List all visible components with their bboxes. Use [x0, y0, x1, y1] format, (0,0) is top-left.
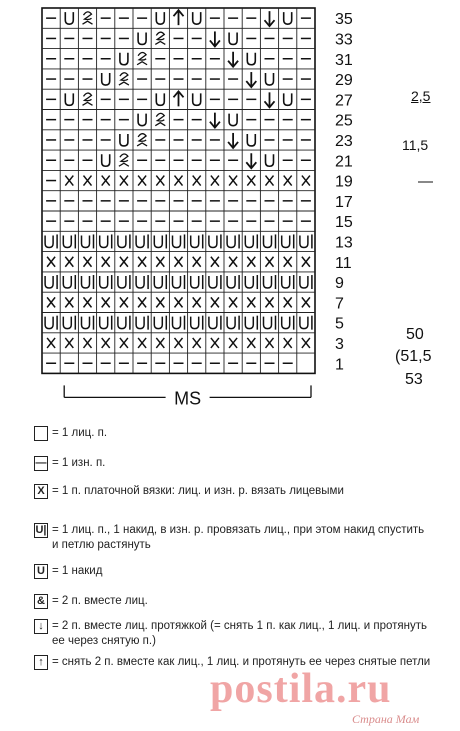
yarn-over	[266, 154, 274, 166]
elongated-stitch	[100, 235, 108, 247]
arrow-up-icon: ↑	[34, 655, 48, 670]
elongated-stitch	[63, 317, 71, 329]
side-number-5: (51,5	[395, 348, 432, 365]
elongated-stitch	[154, 276, 162, 288]
elongated-stitch	[245, 276, 253, 288]
yarn-over	[120, 134, 128, 146]
elongated-stitch	[264, 235, 272, 247]
side-number-6: 53	[405, 371, 423, 388]
k2tog-icon: &	[34, 594, 48, 609]
elongated-stitch	[227, 235, 235, 247]
elongated-stitch	[245, 317, 253, 329]
elongated-stitch	[45, 235, 53, 247]
elongated-stitch	[173, 317, 181, 329]
x-icon: X	[34, 484, 48, 499]
row-number: 5	[335, 315, 344, 333]
elongated-stitch	[209, 235, 217, 247]
yarn-over	[247, 53, 255, 65]
yarn-over	[102, 73, 110, 85]
elongated-stitch	[227, 276, 235, 288]
elongated-stitch	[154, 317, 162, 329]
elongated-stitch	[173, 235, 181, 247]
legend-item-yarnover	[34, 564, 432, 579]
elongated-stitch	[209, 276, 217, 288]
k2tog-stitch	[137, 52, 147, 64]
elongated-stitch	[82, 276, 90, 288]
legend-item-elongated	[34, 523, 432, 553]
yarn-over	[284, 12, 292, 24]
k2tog-stitch	[83, 12, 93, 24]
yarn-over-icon: U	[34, 564, 48, 579]
elongated-stitch	[173, 276, 181, 288]
elongated-stitch	[282, 276, 290, 288]
row-number: 31	[335, 51, 353, 69]
repeat-label: MS	[174, 388, 202, 409]
side-number-1: 2,5	[411, 88, 431, 104]
elongated-stitch	[118, 276, 126, 288]
legend-text: = 1 накид	[52, 565, 103, 577]
elongated-stitch	[300, 276, 308, 288]
row-number: 33	[335, 31, 353, 49]
row-number: 13	[335, 234, 353, 252]
row-number: 27	[335, 92, 353, 110]
row-number: 15	[335, 214, 353, 232]
elongated-stitch	[300, 317, 308, 329]
row-number: 1	[335, 356, 344, 374]
side-number-3: —	[418, 173, 433, 190]
k2tog-stitch	[83, 93, 93, 105]
row-number: 9	[335, 275, 344, 293]
legend-text: = 1 лиц. п., 1 накид, в изн. р. провязать лиц., при этом накид спустить и петлю растянуть	[52, 524, 425, 551]
elongated-stitch	[191, 235, 199, 247]
yarn-over	[65, 93, 73, 105]
legend-item-knit	[34, 426, 432, 441]
legend-item-k2tog	[34, 594, 432, 609]
elongated-stitch	[136, 276, 144, 288]
elongated-stitch	[209, 317, 217, 329]
row-number: 3	[335, 335, 344, 353]
yarn-over	[193, 93, 201, 105]
row-number: 29	[335, 72, 353, 90]
k2tog-stitch	[119, 154, 129, 166]
elongated-stitch	[100, 317, 108, 329]
arrow-down-icon: ↓	[34, 619, 48, 634]
legend-text: = 1 изн. п.	[52, 457, 106, 469]
elongated-stitch	[45, 276, 53, 288]
legend-text: = 1 лиц. п.	[52, 427, 108, 439]
elongated-stitch	[245, 235, 253, 247]
elongated-stitch	[264, 276, 272, 288]
elongated-stitch	[118, 317, 126, 329]
legend-text: = 1 п. платочной вязки: лиц. и изн. р. вязать лицевыми	[52, 485, 344, 497]
yarn-over	[138, 32, 146, 44]
yarn-over	[247, 134, 255, 146]
yarn-over	[156, 93, 164, 105]
legend-item-garter	[34, 484, 432, 499]
yarn-over	[65, 12, 73, 24]
elongated-stitch	[63, 276, 71, 288]
elongated-stitch	[136, 317, 144, 329]
watermark-logo: postila.ru	[210, 666, 392, 712]
row-number: 35	[335, 11, 353, 29]
row-number: 19	[335, 173, 353, 191]
row-number: 17	[335, 193, 353, 211]
elongated-stitch	[136, 235, 144, 247]
elongated-stitch	[154, 235, 162, 247]
k2tog-stitch	[155, 32, 165, 44]
legend-text: = 2 п. вместе лиц. протяжкой (= снять 1 п. как лиц., 1 лиц. и протянуть ее через снятую п.)	[52, 620, 428, 647]
yarn-over	[229, 114, 237, 126]
elongated-stitch	[63, 235, 71, 247]
side-number-4: 50	[406, 326, 424, 343]
row-number: 11	[335, 254, 352, 272]
row-number: 7	[335, 295, 344, 313]
row-number: 25	[335, 112, 353, 130]
row-number: 23	[335, 132, 353, 150]
legend-text: = 2 п. вместе лиц.	[52, 595, 148, 607]
elongated-stitch	[191, 317, 199, 329]
legend-item-purl	[34, 456, 432, 471]
yarn-over	[266, 73, 274, 85]
dash-icon: —	[35, 457, 47, 469]
k2tog-stitch	[137, 134, 147, 146]
elongated-stitch	[100, 276, 108, 288]
yarn-over	[102, 154, 110, 166]
yarn-over	[138, 114, 146, 126]
elongated-stitch	[227, 317, 235, 329]
elongated-stitch	[264, 317, 272, 329]
watermark-secondary: Страна Мам	[352, 712, 420, 726]
k2tog-stitch	[155, 113, 165, 125]
elongated-stitch	[282, 235, 290, 247]
elongated-stitch	[45, 317, 53, 329]
yarn-over	[284, 93, 292, 105]
elongated-stitch	[82, 317, 90, 329]
elongated-stitch	[118, 235, 126, 247]
yarn-over	[229, 32, 237, 44]
k2tog-stitch	[119, 73, 129, 85]
legend-text: = снять 2 п. вместе как лиц., 1 лиц. и протянуть ее через снятые петли	[52, 656, 431, 668]
elongated-stitch	[82, 235, 90, 247]
elongated-stitch	[191, 276, 199, 288]
yarn-over	[193, 12, 201, 24]
elongated-stitch	[300, 235, 308, 247]
row-number: 21	[335, 153, 353, 171]
yarn-over	[156, 12, 164, 24]
yarn-over	[120, 53, 128, 65]
elongated-stitch-icon: U|	[35, 524, 47, 536]
side-number-2: 11,5	[402, 137, 429, 153]
legend-item-ssk	[34, 619, 432, 649]
empty-cell-icon	[34, 426, 48, 441]
elongated-stitch	[282, 317, 290, 329]
